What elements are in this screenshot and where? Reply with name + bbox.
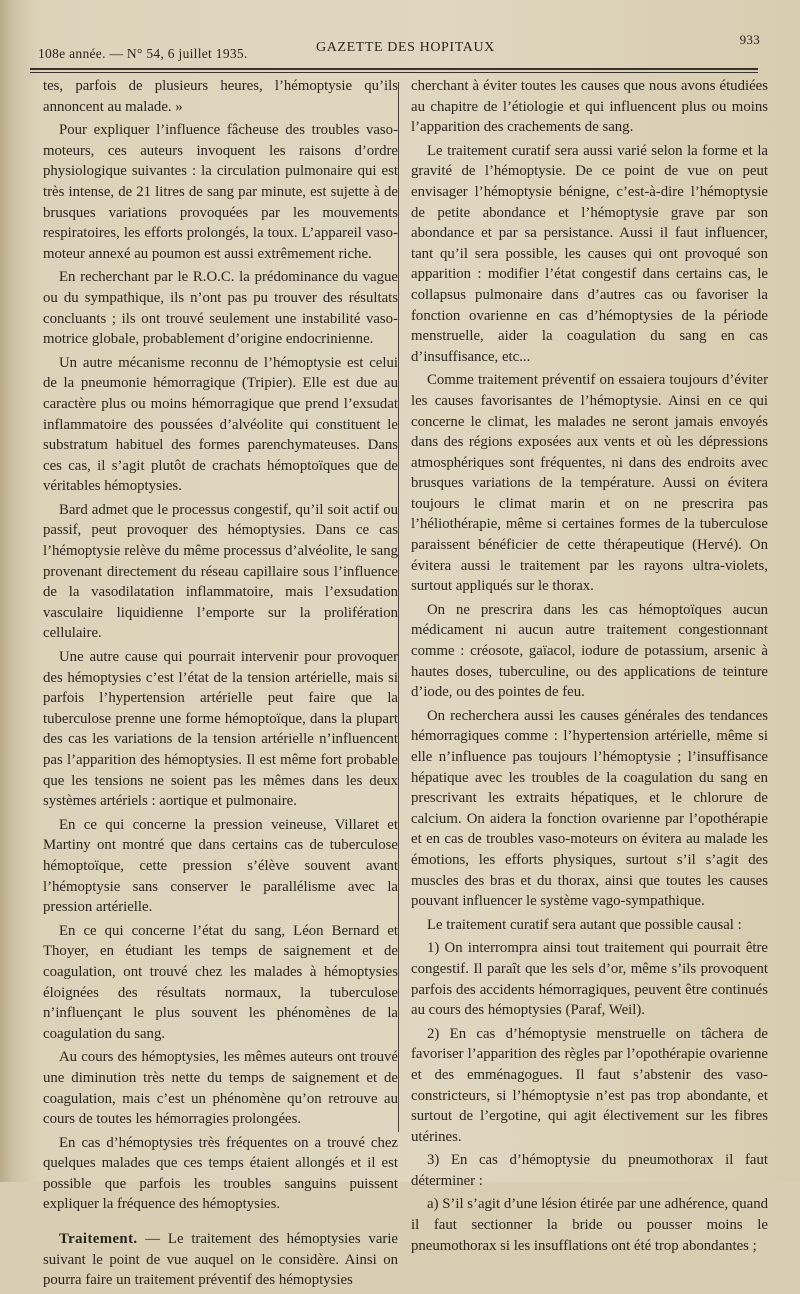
page-number: 933 [739, 32, 760, 47]
paragraph: On recherchera aussi les causes générales des tendances hémorragiques comme : l’hypertension artérielle, même si elle n’influence pas toujours l’hémoptysie ; l’insuffisance hépatique avec les troubles de la coagulation du sang en prescrivant les extraits hépatiques, et le chlorure de calcium. On aidera la fonction ovarienne par l’opothérapie et en cas de troubles vaso-moteurs on évitera au malade les émotions, les efforts physiques, surtout s’il s’agit des muscles des bras et du thorax, ainsi que toutes les causes pouvant influencer le système vago-sympathique. [411, 707, 768, 910]
paragraph: En ce qui concerne la pression veineuse, Villaret et Martiny ont montré que dans certains cas de tuberculose hémoptoïque, cette pression s’élève souvent avant l’hémoptysie sans conserver le parallélisme avec la pression artérielle. [43, 816, 398, 916]
paragraph: tes, parfois de plusieurs heures, l’hémoptysie qu’ils annoncent au malade. » [43, 78, 398, 115]
paragraph: 1) On interrompra ainsi tout traitement qui pourrait être congestif. Il paraît que les sels d’or, même s’ils provoquent parfois des accidents hémorragiques, peuvent être continués au cours des hémoptysies (Paraf, Weil). [411, 940, 768, 1019]
treatment-heading: Traitement. [59, 1231, 138, 1248]
header-rule [30, 68, 758, 70]
paragraph: Un autre mécanisme reconnu de l’hémoptysie est celui de la pneumonie hémorragique (Tripier). Elle est due au caractère plus ou moins hémorragique que prend l’exsudat inflammatoire des poussées d’alvéolite qui constituent le substratum habituel des formes parenchymateuses. Dans ces cas, il s’agit plutôt de crachats hémoptoïques que de véritables hémoptysies. [43, 354, 398, 495]
header-rule-thin [30, 72, 758, 73]
paragraph: a) S’il s’agit d’une lésion étirée par une adhérence, quand il faut sectionner la bride ou pousser moins le pneumothorax si les insufflations ont été trop abondantes ; [411, 1196, 769, 1254]
paragraph: Comme traitement préventif on essaiera toujours d’éviter les causes favorisantes de l’hémoptysie. Ainsi en ce qui concerne le climat, les malades ne seront jamais envoyés dans des régions exposées aux vents et où les dépressions atmosphériques sont fréquentes, ni dans des endroits avec brusques variations de la température. Aussi on évitera toujours le climat marin et on ne prescrira pas l’héliothérapie, même si certaines formes de la tuberculose paraissent bénéficier de cette thérapeutique (Hervé). On évitera aussi le traitement par les rayons ultra-violets, surtout appliqués sur le thorax. [411, 372, 768, 595]
paragraph: cherchant à éviter toutes les causes que nous avons étudiées au chapitre de l’étiologie et qui influencent plus ou moins l’apparition des crachements de sang. [411, 78, 768, 136]
right-column [411, 76, 768, 1259]
paragraph: Au cours des hémoptysies, les mêmes auteurs ont trouvé une diminution très nette du temps de saignement et de coagulation, mais c’est un phénomène qu’on retrouve au cours de toutes les hémorragies prolongées. [43, 1049, 398, 1128]
paragraph: 2) En cas d’hémoptysie menstruelle on tâchera de favoriser l’apparition des règles par l’opothérapie ovarienne et des emménagogues. Il faut s’abstenir des vaso-constricteurs, si l’hémoptysie n’est pas trop abondante, et surtout de l’ergotine, qui agit électivement sur les fibres utérines. [411, 1025, 768, 1145]
paragraph: Le traitement curatif sera autant que possible causal : [427, 916, 742, 933]
paragraph: Bard admet que le processus congestif, qu’il soit actif ou passif, peut provoquer des hémoptysies. Dans ce cas l’hémoptysie relève du même processus d’alvéolite, le sang provenant directement du réseau capillaire sous l’influence de la vasodilatation inflammatoire, mais l’exsudation vasculaire liquidienne l’emporte sur la prolifération cellulaire. [43, 501, 398, 642]
issue-info: 108e année. — N° 54, 6 juillet 1935. [38, 46, 248, 61]
column-divider [398, 82, 399, 1132]
paragraph: En cas d’hémoptysies très fréquentes on a trouvé chez quelques malades que ces temps étaient allongés et il est possible que parfois les troubles sanguins puissent expliquer la fréquence des hémoptysies. [43, 1134, 398, 1213]
paragraph: 3) En cas d’hémoptysie du pneumothorax il faut déterminer : [411, 1152, 768, 1189]
treatment-paragraph [43, 1229, 398, 1291]
paragraph: Pour expliquer l’influence fâcheuse des troubles vaso-moteurs, ces auteurs invoquent les raisons d’ordre physiologique suivantes : la circulation pulmonaire qui est très intense, de 21 litres de sang par minute, est sujette à de brusques variations provoquées par les mouvements respiratoires, les efforts prolongés, la toux. L’appareil vaso-moteur annexé au poumon est aussi extrêmement riche. [43, 122, 398, 262]
journal-title: GAZETTE DES HOPITAUX [316, 40, 495, 55]
treatment-text: — Le traitement des hémoptysies varie suivant le point de vue auquel on le considère. Ainsi on pourra faire un traitement préventif des hémoptysies [43, 1231, 398, 1289]
paragraph: Le traitement curatif sera aussi varié selon la forme et la gravité de l’hémoptysie. De ce point de vue on peut envisager l’hémoptysie bénigne, c’est-à-dire l’hémoptysie de petite abondance et l’hémoptysie grave par son abondance et par sa persistance. Aussi il faut influencer, tant qu’il sera possible, les causes qui ont provoqué son apparition : modifier l’état congestif dans certains cas, le collapsus pulmonaire dans d’autres cas ou favoriser la fonction ovarienne en cas d’hémoptysies de la période menstruelle, aider la coagulation du sang en cas d’insuffisance, etc... [411, 142, 768, 365]
paragraph: On ne prescrira dans les cas hémoptoïques aucun médicament ni aucun autre traitement congestionnant comme : créosote, gaïacol, iodure de potassium, arsenic à hautes doses, tuberculine, ou des applications de teinture d’iode, ou des pointes de feu. [411, 601, 768, 701]
paragraph: En ce qui concerne l’état du sang, Léon Bernard et Thoyer, en étudiant les temps de saignement et de coagulation, ont trouvé chez les malades à hémoptysies éloignées des résultats normaux, la tuberculose n’influençant le plus souvent les phénomènes de la coagulation du sang. [43, 922, 398, 1042]
paragraph: En recherchant par le R.O.C. la prédominance du vague ou du sympathique, ils n’ont pas pu trouver des résultats concluants ; ils ont trouvé seulement une instabilité vaso-motrice globale, probablement d’origine endocrinienne. [43, 269, 398, 348]
paragraph: Une autre cause qui pourrait intervenir pour provoquer des hémoptysies c’est l’état de la tension artérielle, mais si parfois l’hypertension artérielle peut faire que la tuberculose prenne une forme hémoptoïque, dans la plupart des cas les variations de la tension artérielle n’influencent pas l’apparition des hémoptysies. Il est même fort probable que les tensions ne soient pas les mêmes dans les deux systèmes artériels : aortique et pulmonaire. [43, 649, 398, 810]
page-header [38, 32, 760, 64]
left-column [43, 76, 398, 1294]
